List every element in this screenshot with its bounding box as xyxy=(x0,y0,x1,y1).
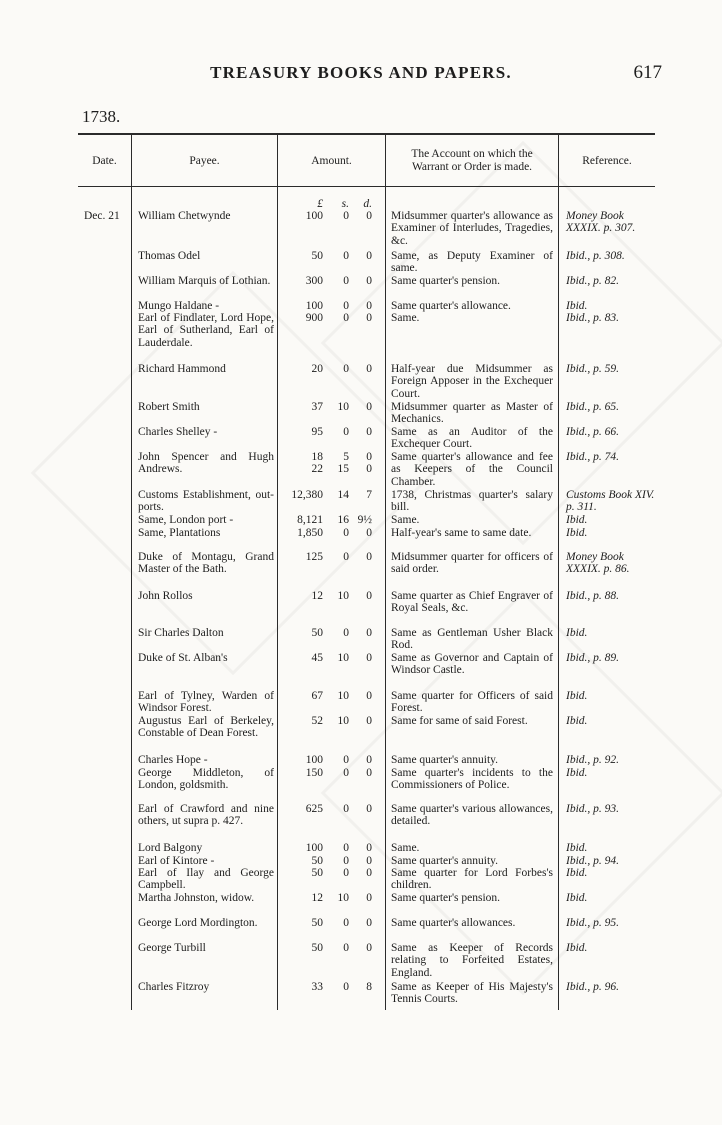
row-reference: Ibid. xyxy=(566,715,588,727)
row-payee: Richard Hammond xyxy=(138,363,226,375)
amount-shillings: 0 xyxy=(343,250,349,262)
amount-pounds: 50 xyxy=(311,250,323,262)
row-reference: Ibid., p. 92. xyxy=(566,754,620,766)
row-payee: Thomas Odel xyxy=(138,250,201,262)
amount-pounds: 67 xyxy=(311,690,323,702)
row-account: 1738, Christmas quarter's salary bill. xyxy=(391,489,553,514)
row-account: Same quarter's annuity. xyxy=(391,754,499,766)
amount-pounds: 300 xyxy=(305,275,323,287)
row-reference: Ibid., p. 65. xyxy=(566,401,620,413)
row-reference: Ibid., p. 59. xyxy=(566,363,620,375)
amount-pounds: 12 xyxy=(311,590,323,602)
column-divider xyxy=(277,133,278,1010)
row-payee: Augustus Earl of Berkeley, Constable of Dean Forest. xyxy=(138,715,274,740)
amount-pounds: 625 xyxy=(305,803,323,815)
row-amount xyxy=(282,942,378,954)
row-reference: Ibid., p. 83. xyxy=(566,312,620,324)
row-reference: Money Book XXXIX. p. 307. xyxy=(566,210,636,235)
row-amount xyxy=(282,855,378,867)
row-payee: George Lord Mordington. xyxy=(138,917,258,929)
row-reference: Ibid., p. 308. xyxy=(566,250,625,262)
row-reference: Ibid., p. 95. xyxy=(566,917,620,929)
row-amount xyxy=(282,590,378,602)
amount-shillings: 0 xyxy=(343,842,349,854)
amount-pence: 0 xyxy=(366,275,372,287)
amount-shillings: 16 xyxy=(337,514,349,526)
row-payee: John Rollos xyxy=(138,590,193,602)
amount-shillings: 0 xyxy=(343,363,349,375)
amount-pounds: 50 xyxy=(311,867,323,879)
amount-pounds: 18 xyxy=(311,451,323,463)
amount-pounds: 100 xyxy=(305,754,323,766)
row-reference: Customs Book XIV. p. 311. xyxy=(566,489,655,514)
row-reference: Ibid., p. 94. xyxy=(566,855,620,867)
amount-pence: 0 xyxy=(366,627,372,639)
amount-shillings: 0 xyxy=(343,917,349,929)
amount-pounds: 100 xyxy=(305,210,323,222)
amount-pence: 0 xyxy=(366,363,372,375)
row-amount xyxy=(282,527,378,539)
amount-shillings: 10 xyxy=(337,652,349,664)
row-amount xyxy=(282,754,378,766)
amount-pence: 9½ xyxy=(357,514,372,526)
row-reference: Ibid., p. 82. xyxy=(566,275,620,287)
row-reference: Ibid., p. 88. xyxy=(566,590,620,602)
pence-unit: d. xyxy=(363,198,372,210)
row-reference: Ibid. xyxy=(566,892,588,904)
running-title: TREASURY BOOKS AND PAPERS. xyxy=(210,63,512,82)
amount-shillings: 10 xyxy=(337,590,349,602)
amount-shillings: 10 xyxy=(337,892,349,904)
row-reference: Ibid. xyxy=(566,767,588,779)
amount-shillings: 10 xyxy=(337,401,349,413)
row-amount xyxy=(282,917,378,929)
amount-pounds: 50 xyxy=(311,942,323,954)
row-payee: Customs Establishment, out-ports. xyxy=(138,489,274,514)
amount-pounds: 45 xyxy=(311,652,323,664)
row-payee: Lord Balgony xyxy=(138,842,203,854)
row-reference: Ibid. xyxy=(566,942,588,954)
amount-shillings: 0 xyxy=(343,981,349,993)
row-reference: Ibid. xyxy=(566,514,588,526)
row-amount xyxy=(282,426,378,438)
amount-pence: 0 xyxy=(366,250,372,262)
row-payee: Robert Smith xyxy=(138,401,200,413)
amount-pounds: 125 xyxy=(305,551,323,563)
row-amount xyxy=(282,451,378,476)
amount-pounds: 95 xyxy=(311,426,323,438)
row-account: Same quarter's pension. xyxy=(391,275,501,287)
amount-shillings: 5 xyxy=(343,451,349,463)
row-account: Same as Keeper of His Majesty's Tennis Courts. xyxy=(391,981,553,1006)
row-amount xyxy=(282,489,378,501)
amount-shillings: 0 xyxy=(343,312,349,324)
row-account: Same. xyxy=(391,842,420,854)
row-amount xyxy=(282,767,378,779)
row-reference: Ibid., p. 96. xyxy=(566,981,620,993)
row-account: Same quarter for Officers of said Forest. xyxy=(391,690,553,715)
column-divider xyxy=(385,133,386,1010)
row-payee: Earl of Ilay and George Campbell. xyxy=(138,867,274,892)
amount-pence: 0 xyxy=(366,451,372,463)
amount-shillings: 0 xyxy=(343,803,349,815)
amount-pence: 7 xyxy=(366,489,372,501)
amount-pounds: 20 xyxy=(311,363,323,375)
row-reference: Money Book XXXIX. p. 86. xyxy=(566,551,630,576)
row-amount xyxy=(282,981,378,993)
row-payee: Same, Plantations xyxy=(138,527,221,539)
row-payee: Charles Fitzroy xyxy=(138,981,210,993)
shillings-unit: s. xyxy=(341,198,349,210)
row-amount xyxy=(282,715,378,727)
row-date: Dec. 21 xyxy=(84,210,120,222)
row-reference: Ibid. xyxy=(566,627,588,639)
amount-pounds: 12,380 xyxy=(291,489,323,501)
amount-pounds: 12 xyxy=(311,892,323,904)
amount-pence: 0 xyxy=(366,715,372,727)
row-reference: Ibid. xyxy=(566,690,588,702)
column-header-account: The Account on which the Warrant or Order is made. xyxy=(411,148,533,173)
amount-pounds: 100 xyxy=(305,842,323,854)
pounds-unit: £ xyxy=(317,198,323,210)
row-account: Midsummer quarter as Master of Mechanics. xyxy=(391,401,553,426)
row-payee: Earl of Crawford and nine others, ut supra p. 427. xyxy=(138,803,274,828)
amount-shillings: 0 xyxy=(343,867,349,879)
amount-shillings: 10 xyxy=(337,690,349,702)
row-account: Same quarter's allowances. xyxy=(391,917,516,929)
amount-shillings: 0 xyxy=(343,767,349,779)
amount-shillings: 0 xyxy=(343,527,349,539)
amount-pence: 0 xyxy=(366,527,372,539)
row-amount xyxy=(282,250,378,262)
row-account: Same, as Deputy Examiner of same. xyxy=(391,250,553,275)
row-account: Same quarter's various allowances, detailed. xyxy=(391,803,553,828)
row-amount xyxy=(282,627,378,639)
row-account: Same quarter's allowance. xyxy=(391,300,511,312)
row-amount xyxy=(282,210,378,222)
amount-shillings: 0 xyxy=(343,275,349,287)
row-payee: Same, London port - xyxy=(138,514,234,526)
amount-pence: 0 xyxy=(366,942,372,954)
row-reference: Ibid., p. 66. xyxy=(566,426,620,438)
amount-pounds: 22 xyxy=(311,463,323,476)
row-account: Same quarter's annuity. xyxy=(391,855,499,867)
column-divider xyxy=(131,133,132,1010)
row-account: Midsummer quarter for officers of said order. xyxy=(391,551,553,576)
amount-pence: 0 xyxy=(366,867,372,879)
amount-pounds: 150 xyxy=(305,767,323,779)
amount-shillings: 10 xyxy=(337,715,349,727)
row-payee: Charles Hope - xyxy=(138,754,208,766)
column-header-reference: Reference. xyxy=(582,154,632,167)
row-payee: George Middleton, of London, goldsmith. xyxy=(138,767,274,792)
row-amount xyxy=(282,300,378,312)
row-account: Same. xyxy=(391,312,420,324)
header-bottom-rule xyxy=(78,186,655,187)
row-amount xyxy=(282,514,378,526)
row-account: Same quarter's pension. xyxy=(391,892,501,904)
row-amount xyxy=(282,892,378,904)
row-account: Same as Gentleman Usher Black Rod. xyxy=(391,627,553,652)
amount-pence: 0 xyxy=(366,652,372,664)
amount-pence: 0 xyxy=(366,803,372,815)
amount-pounds: 900 xyxy=(305,312,323,324)
row-payee: Duke of St. Alban's xyxy=(138,652,228,664)
amount-pence: 0 xyxy=(366,426,372,438)
amount-shillings: 15 xyxy=(337,463,349,476)
amount-pence: 0 xyxy=(366,210,372,222)
column-header-payee: Payee. xyxy=(189,154,220,167)
row-amount xyxy=(282,803,378,815)
row-payee: John Spencer and Hugh Andrews. xyxy=(138,451,274,476)
row-payee: Earl of Kintore - xyxy=(138,855,215,867)
amount-pounds: 33 xyxy=(311,981,323,993)
amount-pence: 0 xyxy=(366,690,372,702)
row-reference: Ibid., p. 89. xyxy=(566,652,620,664)
row-payee: Duke of Montagu, Grand Master of the Bath. xyxy=(138,551,274,576)
amount-shillings: 0 xyxy=(343,551,349,563)
amount-pounds: 50 xyxy=(311,917,323,929)
amount-pence: 0 xyxy=(366,754,372,766)
amount-pence: 0 xyxy=(366,551,372,563)
row-payee: Earl of Findlater, Lord Hope, Earl of Sutherland, Earl of Lauderdale. xyxy=(138,312,274,349)
row-account: Same for same of said Forest. xyxy=(391,715,528,727)
amount-shillings: 0 xyxy=(343,627,349,639)
row-account: Same quarter for Lord Forbes's children. xyxy=(391,867,553,892)
amount-pounds: 1,850 xyxy=(297,527,323,539)
amount-pounds: 37 xyxy=(311,401,323,413)
row-reference: Ibid. xyxy=(566,527,588,539)
row-payee: William Chetwynde xyxy=(138,210,231,222)
amount-pence: 0 xyxy=(366,312,372,324)
amount-pence: 0 xyxy=(366,463,372,476)
amount-pence: 0 xyxy=(366,767,372,779)
row-reference: Ibid., p. 93. xyxy=(566,803,620,815)
amount-pence: 0 xyxy=(366,855,372,867)
amount-pounds: 50 xyxy=(311,855,323,867)
amount-pence: 0 xyxy=(366,401,372,413)
amount-shillings: 0 xyxy=(343,754,349,766)
row-amount xyxy=(282,652,378,664)
amount-pounds: 8,121 xyxy=(297,514,323,526)
amount-pence: 0 xyxy=(366,300,372,312)
row-account: Same as Governor and Captain of Windsor Castle. xyxy=(391,652,553,677)
amount-pence: 0 xyxy=(366,917,372,929)
row-account: Same quarter as Chief Engraver of Royal Seals, &c. xyxy=(391,590,553,615)
table-top-rule xyxy=(78,133,655,135)
column-header-amount: Amount. xyxy=(311,154,352,167)
row-amount xyxy=(282,401,378,413)
row-reference: Ibid., p. 74. xyxy=(566,451,620,463)
row-account: Midsummer quarter's allowance as Examiner of Interludes, Tragedies, &c. xyxy=(391,210,553,247)
row-account: Same quarter's incidents to the Commissioners of Police. xyxy=(391,767,553,792)
row-account: Same. xyxy=(391,514,420,526)
amount-shillings: 0 xyxy=(343,855,349,867)
amount-shillings: 0 xyxy=(343,942,349,954)
amount-shillings: 0 xyxy=(343,300,349,312)
amount-pence: 0 xyxy=(366,842,372,854)
row-amount xyxy=(282,312,378,324)
year-heading: 1738. xyxy=(82,107,121,126)
row-reference: Ibid. xyxy=(566,300,588,312)
row-payee: George Turbill xyxy=(138,942,206,954)
row-amount xyxy=(282,842,378,854)
column-divider xyxy=(558,133,559,1010)
page-number: 617 xyxy=(633,62,662,83)
column-header-date: Date. xyxy=(92,154,117,167)
amount-pounds: 50 xyxy=(311,627,323,639)
row-account: Same quarter's allowance and fee as Keepers of the Council Chamber. xyxy=(391,451,553,488)
row-payee: Mungo Haldane - xyxy=(138,300,220,312)
amount-shillings: 14 xyxy=(337,489,349,501)
row-reference: Ibid. xyxy=(566,842,588,854)
amount-pence: 0 xyxy=(366,892,372,904)
row-amount xyxy=(282,551,378,563)
row-account: Same as an Auditor of the Exchequer Court. xyxy=(391,426,553,451)
row-amount xyxy=(282,690,378,702)
row-account: Half-year due Midsummer as Foreign Apposer in the Exchequer Court. xyxy=(391,363,553,400)
row-payee: Martha Johnston, widow. xyxy=(138,892,255,904)
row-payee: William Marquis of Lothian. xyxy=(138,275,271,287)
amount-shillings: 0 xyxy=(343,210,349,222)
row-amount xyxy=(282,867,378,879)
row-account: Half-year's same to same date. xyxy=(391,527,532,539)
amount-shillings: 0 xyxy=(343,426,349,438)
row-payee: Charles Shelley - xyxy=(138,426,218,438)
row-reference: Ibid. xyxy=(566,867,588,879)
amount-pence: 8 xyxy=(366,981,372,993)
amount-pence: 0 xyxy=(366,590,372,602)
row-amount xyxy=(282,363,378,375)
amount-pounds: 52 xyxy=(311,715,323,727)
row-account: Same as Keeper of Records relating to Forfeited Estates, England. xyxy=(391,942,553,979)
row-payee: Earl of Tylney, Warden of Windsor Forest. xyxy=(138,690,274,715)
row-amount xyxy=(282,275,378,287)
row-payee: Sir Charles Dalton xyxy=(138,627,224,639)
amount-pounds: 100 xyxy=(305,300,323,312)
